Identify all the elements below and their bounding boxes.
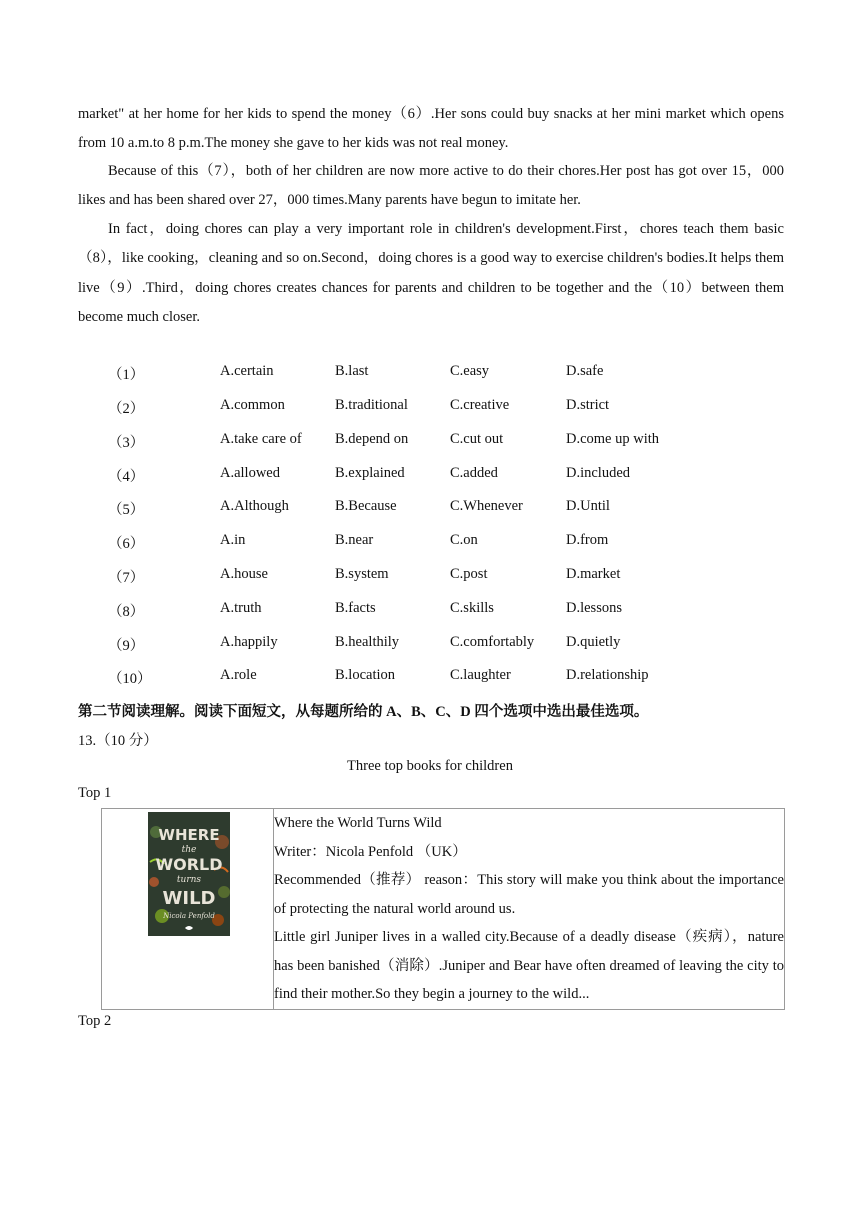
book-cover-image [148, 812, 230, 936]
option-b: B.explained [335, 465, 405, 481]
section-heading: 第二节阅读理解。阅读下面短文，从每题所给的 A、B、C、D 四个选项中选出最佳选项。 [78, 704, 649, 720]
option-d: D.quietly [566, 634, 621, 650]
book-cover-cell [102, 809, 274, 1010]
option-d: D.from [566, 532, 609, 548]
question-number: 13.（10 分） [78, 733, 158, 749]
option-a: A.in [220, 532, 246, 548]
passage-paragraph-3: In fact，doing chores can play a very important role in children's development.First，chores teach them basic（8），like cooking，cleaning and so on.Second，doing chores is a good way to exercise children's bodies.It helps them live（9）.Third，doing chores creates chances for parents and children to be together and the（10）between them become much closer. [78, 221, 784, 325]
option-d: D.market [566, 566, 621, 582]
option-c: C.on [450, 532, 478, 548]
option-c: C.laughter [450, 667, 511, 683]
option-b: B.system [335, 566, 389, 582]
option-b: B.last [335, 363, 369, 379]
reading-title: Three top books for children [347, 758, 513, 774]
option-d: D.Until [566, 498, 610, 514]
option-number: （8） [108, 604, 145, 620]
option-a: A.Although [220, 498, 289, 514]
option-row [0, 397, 860, 419]
option-number: （6） [108, 536, 145, 552]
option-b: B.near [335, 532, 374, 548]
option-number: （3） [108, 435, 145, 451]
option-c: C.creative [450, 397, 510, 413]
option-d: D.come up with [566, 431, 660, 447]
passage-paragraph-2: Because of this（7），both of her children are now more active to do their chores.Her post has got over 15，000 likes and has been shared over 27，000 times.Many parents have begun to imitate her. [78, 163, 784, 209]
option-d: D.lessons [566, 600, 622, 616]
option-a: A.house [220, 566, 268, 582]
option-number: （9） [108, 638, 145, 654]
option-c: C.easy [450, 363, 490, 379]
option-number: （4） [108, 469, 145, 485]
option-d: D.safe [566, 363, 604, 379]
option-b: B.location [335, 667, 396, 683]
option-b: B.Because [335, 498, 397, 514]
option-c: C.added [450, 465, 498, 481]
option-a: A.role [220, 667, 257, 683]
book-cover-art [148, 812, 230, 936]
cover-author: Nicola Penfold [163, 912, 215, 920]
option-d: D.strict [566, 397, 610, 413]
option-c: C.Whenever [450, 498, 523, 514]
option-a: A.truth [220, 600, 262, 616]
option-number: （5） [108, 502, 145, 518]
option-b: B.depend on [335, 431, 409, 447]
book-summary: Little girl Juniper lives in a walled city.Because of a deadly disease（疾病），nature has been banished（消除）.Juniper and Bear have often dreamed of leaving the city to find their mother.So they begin a journey to the wild... [274, 929, 784, 1002]
option-a: A.happily [220, 634, 278, 650]
option-number: （10） [108, 671, 152, 687]
option-b: B.healthily [335, 634, 400, 650]
top2-label: Top 2 [78, 1013, 112, 1029]
cover-word-turns: turns [176, 875, 202, 885]
option-row [0, 498, 860, 520]
book-recommended-reason: Recommended（推荐） reason：This story will make you think about the importance of protecting the natural world around us. [274, 872, 784, 917]
option-row [0, 431, 860, 453]
book-table [101, 808, 785, 1010]
option-row [0, 634, 860, 656]
option-row [0, 600, 860, 622]
passage-paragraph-1: market" at her home for her kids to spend the money（6）.Her sons could buy snacks at her mini market which opens from 10 a.m.to 8 p.m.The money she gave to her kids was not real money. [78, 106, 784, 152]
option-a: A.allowed [220, 465, 280, 481]
cover-word-world: WORLD [155, 855, 223, 874]
option-row [0, 667, 860, 689]
option-d: D.relationship [566, 667, 649, 683]
cover-word-where: WHERE [158, 826, 220, 844]
option-row [0, 465, 860, 487]
option-c: C.cut out [450, 431, 504, 447]
top1-label: Top 1 [78, 785, 112, 801]
book-title: Where the World Turns Wild [274, 815, 442, 831]
option-c: C.skills [450, 600, 494, 616]
option-a: A.common [220, 397, 285, 413]
option-row [0, 566, 860, 588]
book-info-cell [274, 809, 785, 1010]
cover-word-wild: WILD [162, 888, 216, 909]
option-number: （7） [108, 570, 145, 586]
option-c: C.post [450, 566, 488, 582]
option-a: A.certain [220, 363, 274, 379]
option-number: （1） [108, 367, 145, 383]
book-writer: Writer：Nicola Penfold （UK） [274, 843, 467, 860]
option-a: A.take care of [220, 431, 302, 447]
option-row [0, 363, 860, 385]
option-c: C.comfortably [450, 634, 535, 650]
option-number: （2） [108, 401, 145, 417]
option-row [0, 532, 860, 554]
option-b: B.facts [335, 600, 376, 616]
option-d: D.included [566, 465, 631, 481]
option-b: B.traditional [335, 397, 408, 413]
cover-word-the: the [181, 845, 197, 855]
